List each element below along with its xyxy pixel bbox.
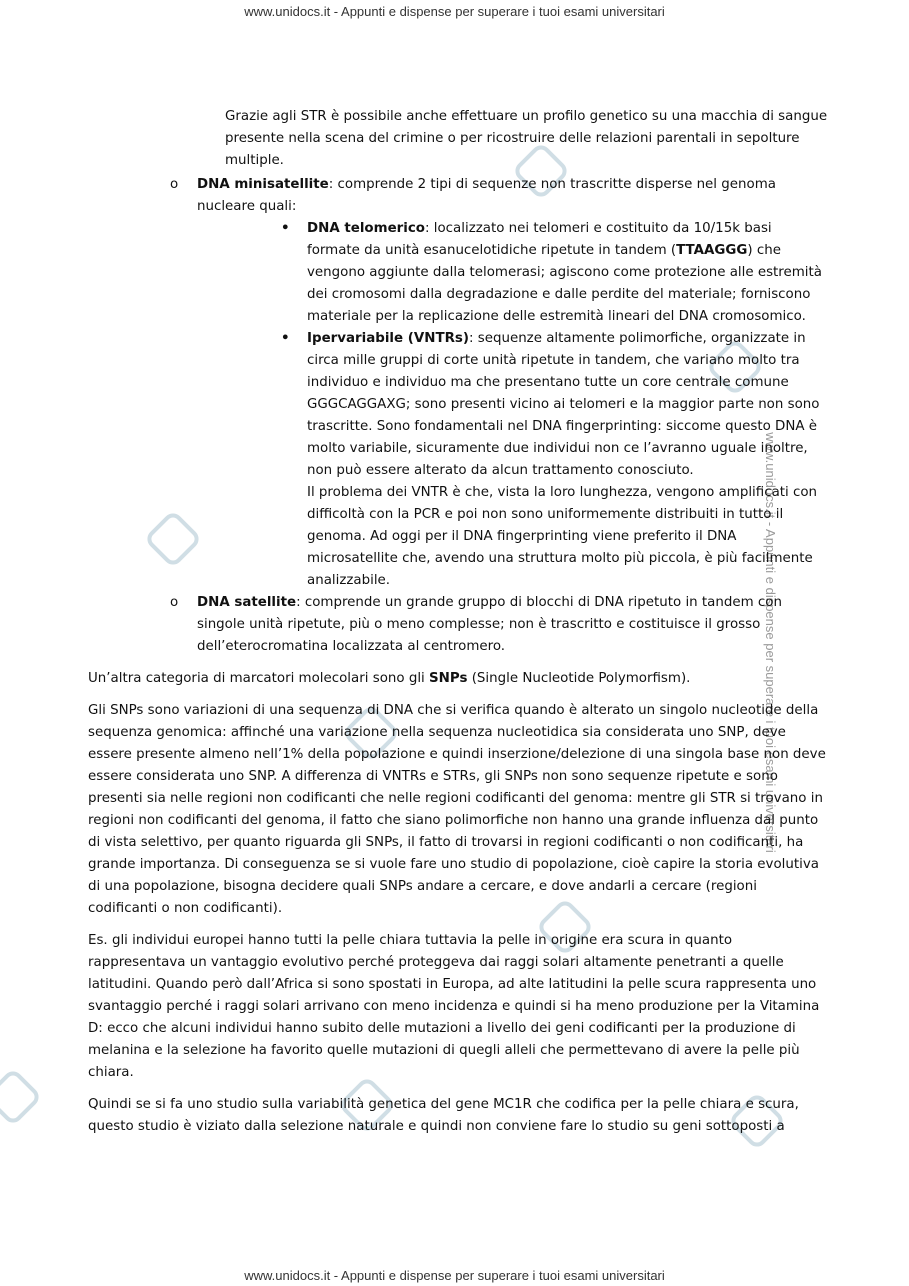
snp-intro-paragraph — [88, 668, 828, 690]
bullet-icon: • — [281, 331, 290, 346]
snp-intro-text: Un’altra categoria di marcatori molecolari sono gli — [88, 671, 430, 686]
term-telomeric: DNA telomerico — [307, 221, 425, 236]
circle-bullet-icon: o — [170, 595, 179, 610]
watermark-logo-icon — [0, 1067, 43, 1126]
minisatellite-text: : comprende 2 tipi di sequenze non trascritte disperse nel genoma nucleare quali: — [197, 177, 776, 214]
str-paragraph: Grazie agli STR è possibile anche effettuare un profilo genetico su una macchia di sangue presente nella scena del crimine o per ricostruire delle relazioni parentali in sepolture multiple. — [225, 109, 828, 168]
example-paragraph: Es. gli individui europei hanno tutti la pelle chiara tuttavia la pelle in origine era scura in quanto rappresentava un vantaggio evolutivo perché proteggeva dai raggi solari altamente penetranti a quelle latitudini. Quando però dall’Africa si sono spostati in Europa, ad alte latitudini la pelle scura rappresenta uno svantaggio perché i raggi solari arrivano con meno incidenza e quindi si ha meno produzione per la Vitamina D: ecco che alcuni individui hanno subito delle mutazioni a livello dei geni codificanti per la produzione di melanina e la selezione ha favorito quelle mutazioni di quegli alleli che permettevano di avere la pelle più chiara. — [88, 933, 820, 1080]
mc1r-paragraph: Quindi se si fa uno studio sulla variabilità genetica del gene MC1R che codifica per la pelle chiara e scura, questo studio è viziato dalla selezione naturale e quindi non conviene fare lo studio su geni sottoposti a — [88, 1097, 799, 1134]
list-item-telomeric — [88, 218, 828, 328]
telomeric-sequence: TTAAGGG — [676, 243, 748, 258]
telomeric-text-2: ) che vengono aggiunte dalla telomerasi; agiscono come protezione alle estremità dei cromosomi dalla degradazione e dalle perdite del materiale; forniscono materiale per la replicazione delle estremità lineari del DNA cromosomico. — [307, 243, 822, 324]
vntr-problem-text: Il problema dei VNTR è che, vista la loro lunghezza, vengono amplificati con difficoltà con la PCR e poi non sono uniformemente distribuiti in tutto il genoma. Ad oggi per il DNA fingerprinting viene preferito il DNA microsatellite che, avendo una struttura molto più piccola, è più facilmente analizzabile. — [307, 485, 818, 588]
term-vntr: Ipervariabile (VNTRs) — [307, 331, 469, 346]
term-snps: SNPs — [429, 671, 468, 686]
term-minisatellite: DNA minisatellite — [197, 177, 329, 192]
circle-bullet-icon: o — [170, 177, 179, 192]
term-satellite: DNA satellite — [197, 595, 297, 610]
page-header: www.unidocs.it - Appunti e dispense per superare i tuoi esami universitari — [244, 4, 665, 19]
list-item-minisatellite — [88, 174, 828, 218]
list-item-satellite — [88, 592, 828, 658]
bullet-icon: • — [281, 221, 290, 236]
satellite-text: : comprende un grande gruppo di blocchi di DNA ripetuto in tandem con singole unità ripetute, più o meno complesse; non è trascritto e costituisce il grosso dell’eterocromatina localizzata al centromero. — [197, 595, 782, 654]
page-footer: www.unidocs.it - Appunti e dispense per superare i tuoi esami universitari — [244, 1268, 665, 1283]
telomeric-text: : localizzato nei telomeri e costituito da 10/15k basi formate da unità esanucelotidiche ripetute in tandem ( — [307, 221, 772, 258]
document-body — [88, 106, 828, 1138]
vntr-text: : sequenze altamente polimorfiche, organizzate in circa mille gruppi di corte unità ripetute in tandem, che variano molto tra individuo e individuo ma che presentano tutte un core centrale comune GGGCAGGAXG; sono presenti vicino ai telomeri e la maggior parte non sono trascritte. Sono fondamentali nel DNA fingerprinting: siccome questo DNA è molto variabile, sicuramente due individui non ce l’avranno uguale inoltre, non può essere alterato da alcun trattamento conosciuto. — [307, 331, 820, 478]
snp-intro-text-2: (Single Nucleotide Polymorfism). — [467, 671, 691, 686]
snp-definition-paragraph: Gli SNPs sono variazioni di una sequenza di DNA che si verifica quando è alterato un singolo nucleotide della sequenza genomica: affinché una variazione nella sequenza nucleotidica sia considerata uno SNP, deve essere presente almeno nell’1% della popolazione e quindi inserzione/delezione di una singola base non deve essere considerata uno SNP. A differenza di VNTRs e STRs, gli SNPs non sono sequenze ripetute e sono presenti sia nelle regioni non codificanti che nelle regioni codificanti del genoma: mentre gli STR si trovano in regioni non codificanti del genoma, il fatto che siano polimorfiche non hanno una grande influenza dal punto di vista selettivo, per quanto riguarda gli SNPs, il fatto di trovarsi in regioni codificanti o non codificanti, ha grande importanza. Di conseguenza se si vuole fare uno studio di popolazione, cioè capire la storia evolutiva di una popolazione, bisogna decidere quali SNPs andare a cercare, e dove andarli a cercare (regioni codificanti o non codificanti). — [88, 703, 826, 916]
list-item-vntr — [88, 328, 828, 482]
side-watermark-right: www.unidocs.it - Appunti e dispense per superare i tuoi esami universitari — [762, 432, 778, 853]
